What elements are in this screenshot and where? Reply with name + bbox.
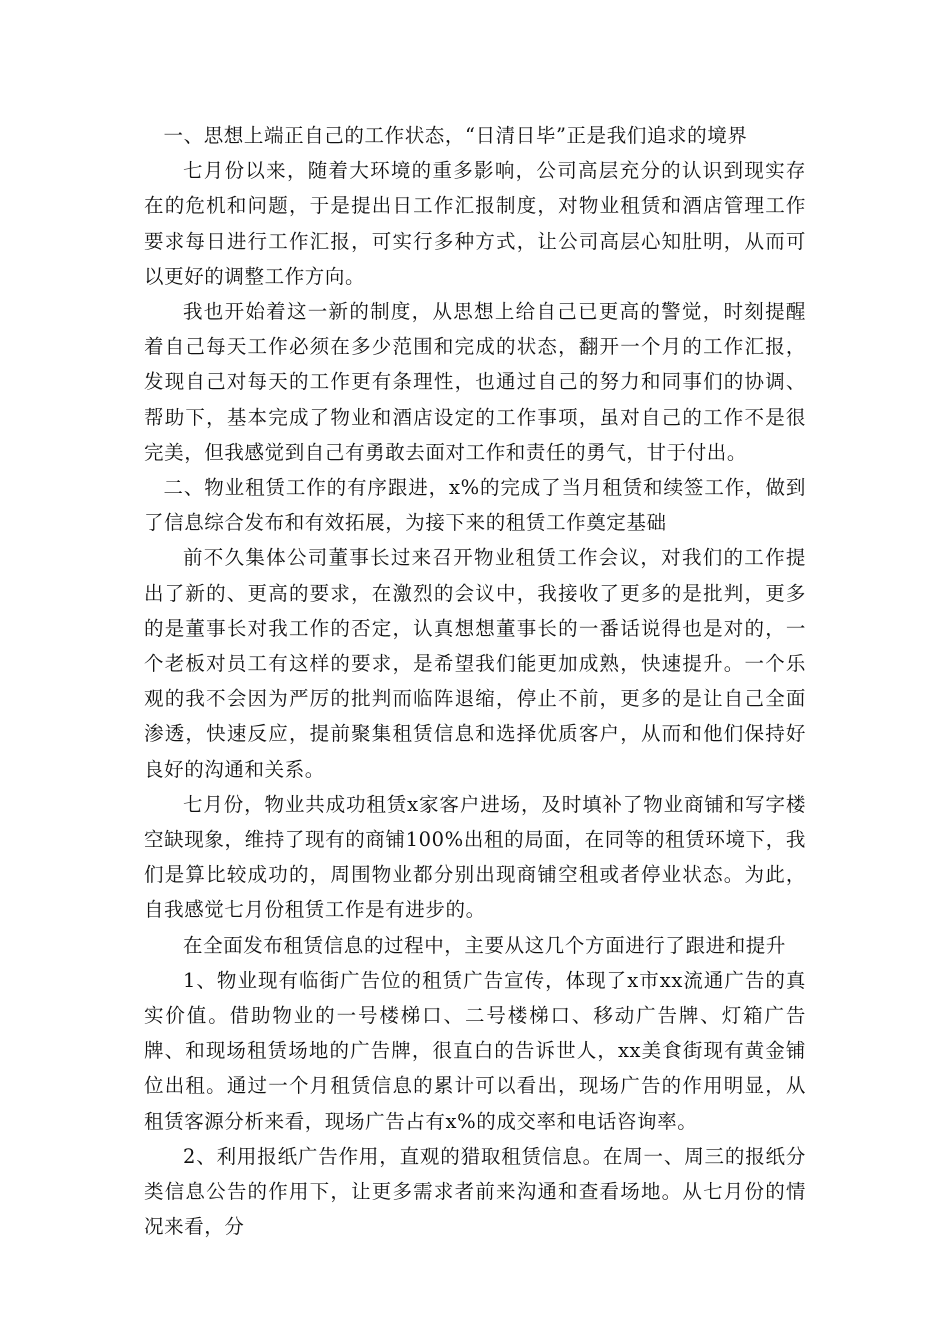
- paragraph: 七月份以来，随着大环境的重多影响，公司高层充分的认识到现实存在的危机和问题，于是提出日工作汇报制度，对物业租赁和酒店管理工作要求每日进行工作汇报，可实行多种方式，让公司高层心知肚明，从而可以更好的调整工作方向。: [144, 159, 806, 288]
- paragraph: 在全面发布租赁信息的过程中，主要从这几个方面进行了跟进和提升: [183, 933, 787, 957]
- section-heading-1: 一、思想上端正自己的工作状态，“日清日毕”正是我们追求的境界: [163, 124, 748, 147]
- list-item-2: 2、利用报纸广告作用，直观的猎取租赁信息。在周一、周三的报纸分类信息公告的作用下，让更多需求者前来沟通和查看场地。从七月份的情况来看，分: [144, 1144, 806, 1239]
- paragraph: 我也开始着这一新的制度，从思想上给自己已更高的警觉，时刻提醒着自己每天工作必须在多少范围和完成的状态，翻开一个月的工作汇报，发现自己对每天的工作更有条理性，也通过自己的努力和同事们的协调、帮助下，基本完成了物业和酒店设定的工作事项，虽对自己的工作不是很完美，但我感觉到自己有勇敢去面对工作和责任的勇气，甘于付出。: [144, 300, 806, 464]
- document-body: [144, 118, 806, 1245]
- paragraph: 前不久集体公司董事长过来召开物业租赁工作会议，对我们的工作提出了新的、更高的要求，在激烈的会议中，我接收了更多的是批判，更多的是董事长对我工作的否定，认真想想董事长的一番话说得也是对的，一个老板对员工有这样的要求，是希望我们能更加成熟，快速提升。一个乐观的我不会因为严厉的批判而临阵退缩，停止不前，更多的是让自己全面渗透，快速反应，提前聚集租赁信息和选择优质客户，从而和他们保持好良好的沟通和关系。: [144, 546, 806, 781]
- list-item-1: 1、物业现有临街广告位的租赁广告宣传，体现了x市xx流通广告的真实价值。借助物业的一号楼梯口、二号楼梯口、移动广告牌、灯箱广告牌、和现场租赁场地的广告牌，很直白的告诉世人，xx美食街现有黄金铺位出租。通过一个月租赁信息的累计可以看出，现场广告的作用明显，从租赁客源分析来看，现场广告占有x%的成交率和电话咨询率。: [144, 968, 806, 1133]
- section-heading-2: 二、物业租赁工作的有序跟进，x%的完成了当月租赁和续签工作，做到了信息综合发布和有效拓展，为接下来的租赁工作奠定基础: [144, 476, 806, 535]
- paragraph: 七月份，物业共成功租赁x家客户进场，及时填补了物业商铺和写字楼空缺现象，维持了现有的商铺100%出租的局面，在同等的租赁环境下，我们是算比较成功的，周围物业都分别出现商铺空租或者停业状态。为此，自我感觉七月份租赁工作是有进步的。: [144, 792, 806, 922]
